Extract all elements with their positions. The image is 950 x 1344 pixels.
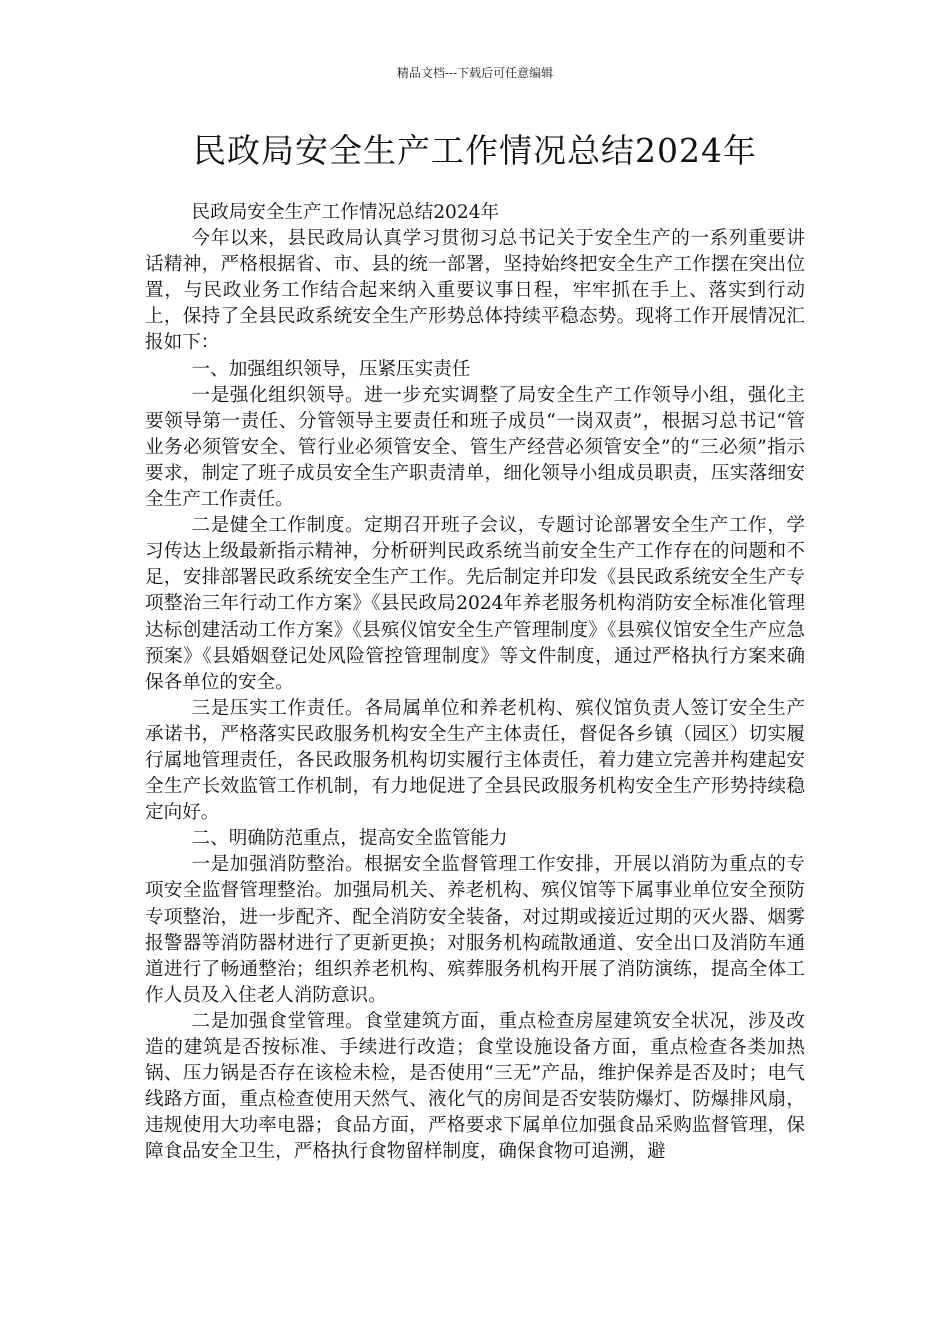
document-title: 民政局安全生产工作情况总结2024年 bbox=[193, 131, 757, 170]
document-body bbox=[145, 200, 805, 1165]
page-header: 精品文档---下载后可任意编辑 bbox=[396, 66, 554, 80]
paragraph: 二是健全工作制度。定期召开班子会议，专题讨论部署安全生产工作，学习传达上级最新指示精神，分析研判民政系统当前安全生产工作存在的问题和不足，安排部署民政系统安全生产工作。先后制定并印发《县民政系统安全生产专项整治三年行动工作方案》《县民政局2024年养老服务机构消防安全标准化管理达标创建活动工作方案》《县殡仪馆安全生产管理制度》《县殡仪馆安全生产应急预案》《县婚姻登记处风险管控管理制度》等文件制度，通过严格执行方案来确保各单位的安全。 bbox=[145, 515, 805, 693]
paragraph: 二是加强食堂管理。食堂建筑方面，重点检查房屋建筑安全状况，涉及改造的建筑是否按标准、手续进行改造；食堂设施设备方面，重点检查各类加热锅、压力锅是否存在该检未检，是否使用“三无”产品，维护保养是否及时；电气线路方面，重点检查使用天然气、液化气的房间是否安装防爆灯、防爆排风扇，违规使用大功率电器；食品方面，严格要求下属单位加强食品采购监督管理，保障食品安全卫生，严格执行食物留样制度，确保食物可追溯，避 bbox=[145, 1010, 805, 1163]
paragraph-subtitle: 民政局安全生产工作情况总结2024年 bbox=[191, 202, 500, 223]
paragraph: 三是压实工作责任。各局属单位和养老机构、殡仪馆负责人签订安全生产承诺书，严格落实民政服务机构安全生产主体责任，督促各乡镇（园区）切实履行属地管理责任，各民政服务机构切实履行主体责任，着力建立完善并构建起安全生产长效监管工作机制，有力地促进了全县民政服务机构安全生产形势持续稳定向好。 bbox=[145, 697, 805, 824]
paragraph-intro: 今年以来，县民政局认真学习贯彻习总书记关于安全生产的一系列重要讲话精神，严格根据省、市、县的统一部署，坚持始终把安全生产工作摆在突出位置，与民政业务工作结合起来纳入重要议事日程，牢牢抓在手上、落实到行动上，保持了全县民政系统安全生产形势总体持续平稳态势。现将工作开展情况汇报如下： bbox=[145, 228, 805, 354]
section-heading-1: 一、加强组织领导，压紧压实责任 bbox=[191, 358, 471, 380]
paragraph: 一是加强消防整治。根据安全监督管理工作安排，开展以消防为重点的专项安全监督管理整治。加强局机关、养老机构、殡仪馆等下属事业单位安全预防专项整治，进一步配齐、配全消防安全装备，对过期或接近过期的灭火器、烟雾报警器等消防器材进行了更新更换；对服务机构疏散通道、安全出口及消防车通道进行了畅通整治；组织养老机构、殡葬服务机构开展了消防演练，提高全体工作人员及入住老人消防意识。 bbox=[145, 854, 805, 1006]
paragraph: 一是强化组织领导。进一步充实调整了局安全生产工作领导小组，强化主要领导第一责任、分管领导主要责任和班子成员“一岗双责”，根据习总书记“管业务必须管安全、管行业必须管安全、管生产经营必须管安全”的“三必须”指示要求，制定了班子成员安全生产职责清单，细化领导小组成员职责，压实落细安全生产工作责任。 bbox=[145, 384, 805, 511]
section-heading-2: 二、明确防范重点，提高安全监管能力 bbox=[191, 828, 508, 850]
